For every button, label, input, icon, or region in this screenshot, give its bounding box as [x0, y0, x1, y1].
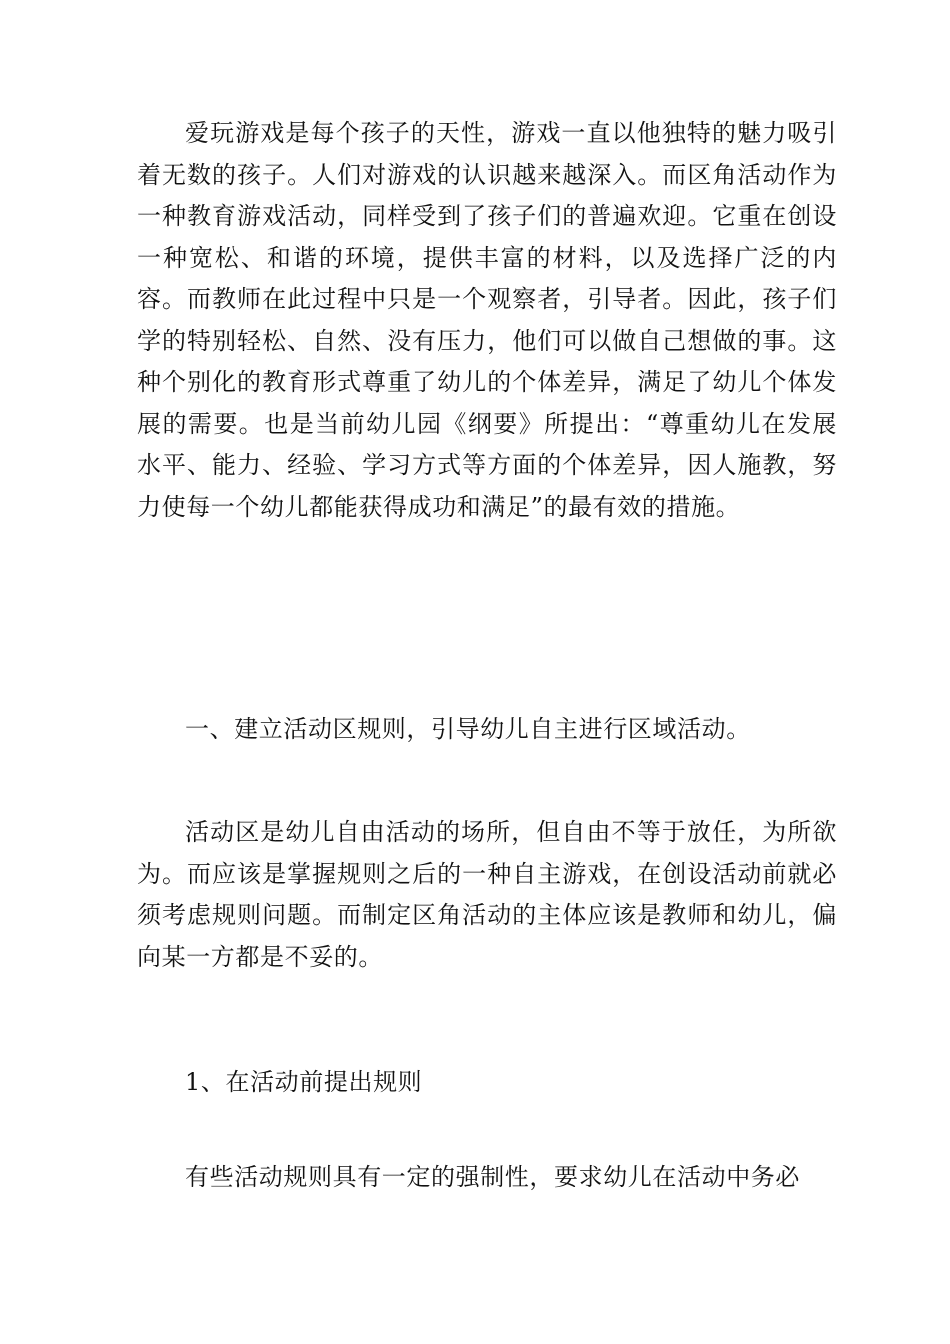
body-paragraph-continued: 有些活动规则具有一定的强制性，要求幼儿在活动中务必 — [185, 1163, 800, 1191]
body-paragraph: 活动区是幼儿自由活动的场所，但自由不等于放任，为所欲为。而应该是掌握规则之后的一种自主游戏，在创设活动前就必须考虑规则问题。而制定区角活动的主体应该是教师和幼儿，偏向某一方都是不妥的。 — [137, 818, 837, 971]
subsection-heading: 1、在活动前提出规则 — [185, 1068, 423, 1096]
intro-paragraph: 爱玩游戏是每个孩子的天性，游戏一直以他独特的魅力吸引着无数的孩子。人们对游戏的认识越来越深入。而区角活动作为一种教育游戏活动，同样受到了孩子们的普遍欢迎。它重在创设一种宽松、和谐的环境，提供丰富的材料，以及选择广泛的内容。而教师在此过程中只是一个观察者，引导者。因此，孩子们学的特别轻松、自然、没有压力，他们可以做自己想做的事。这种个别化的教育形式尊重了幼儿的个体差异，满足了幼儿个体发展的需要。也是当前幼儿园《纲要》所提出：“尊重幼儿在发展水平、能力、经验、学习方式等方面的个体差异，因人施教，努力使每一个幼儿都能获得成功和满足”的最有效的措施。 — [137, 119, 837, 521]
section-heading: 一、建立活动区规则，引导幼儿自主进行区域活动。 — [185, 715, 751, 743]
